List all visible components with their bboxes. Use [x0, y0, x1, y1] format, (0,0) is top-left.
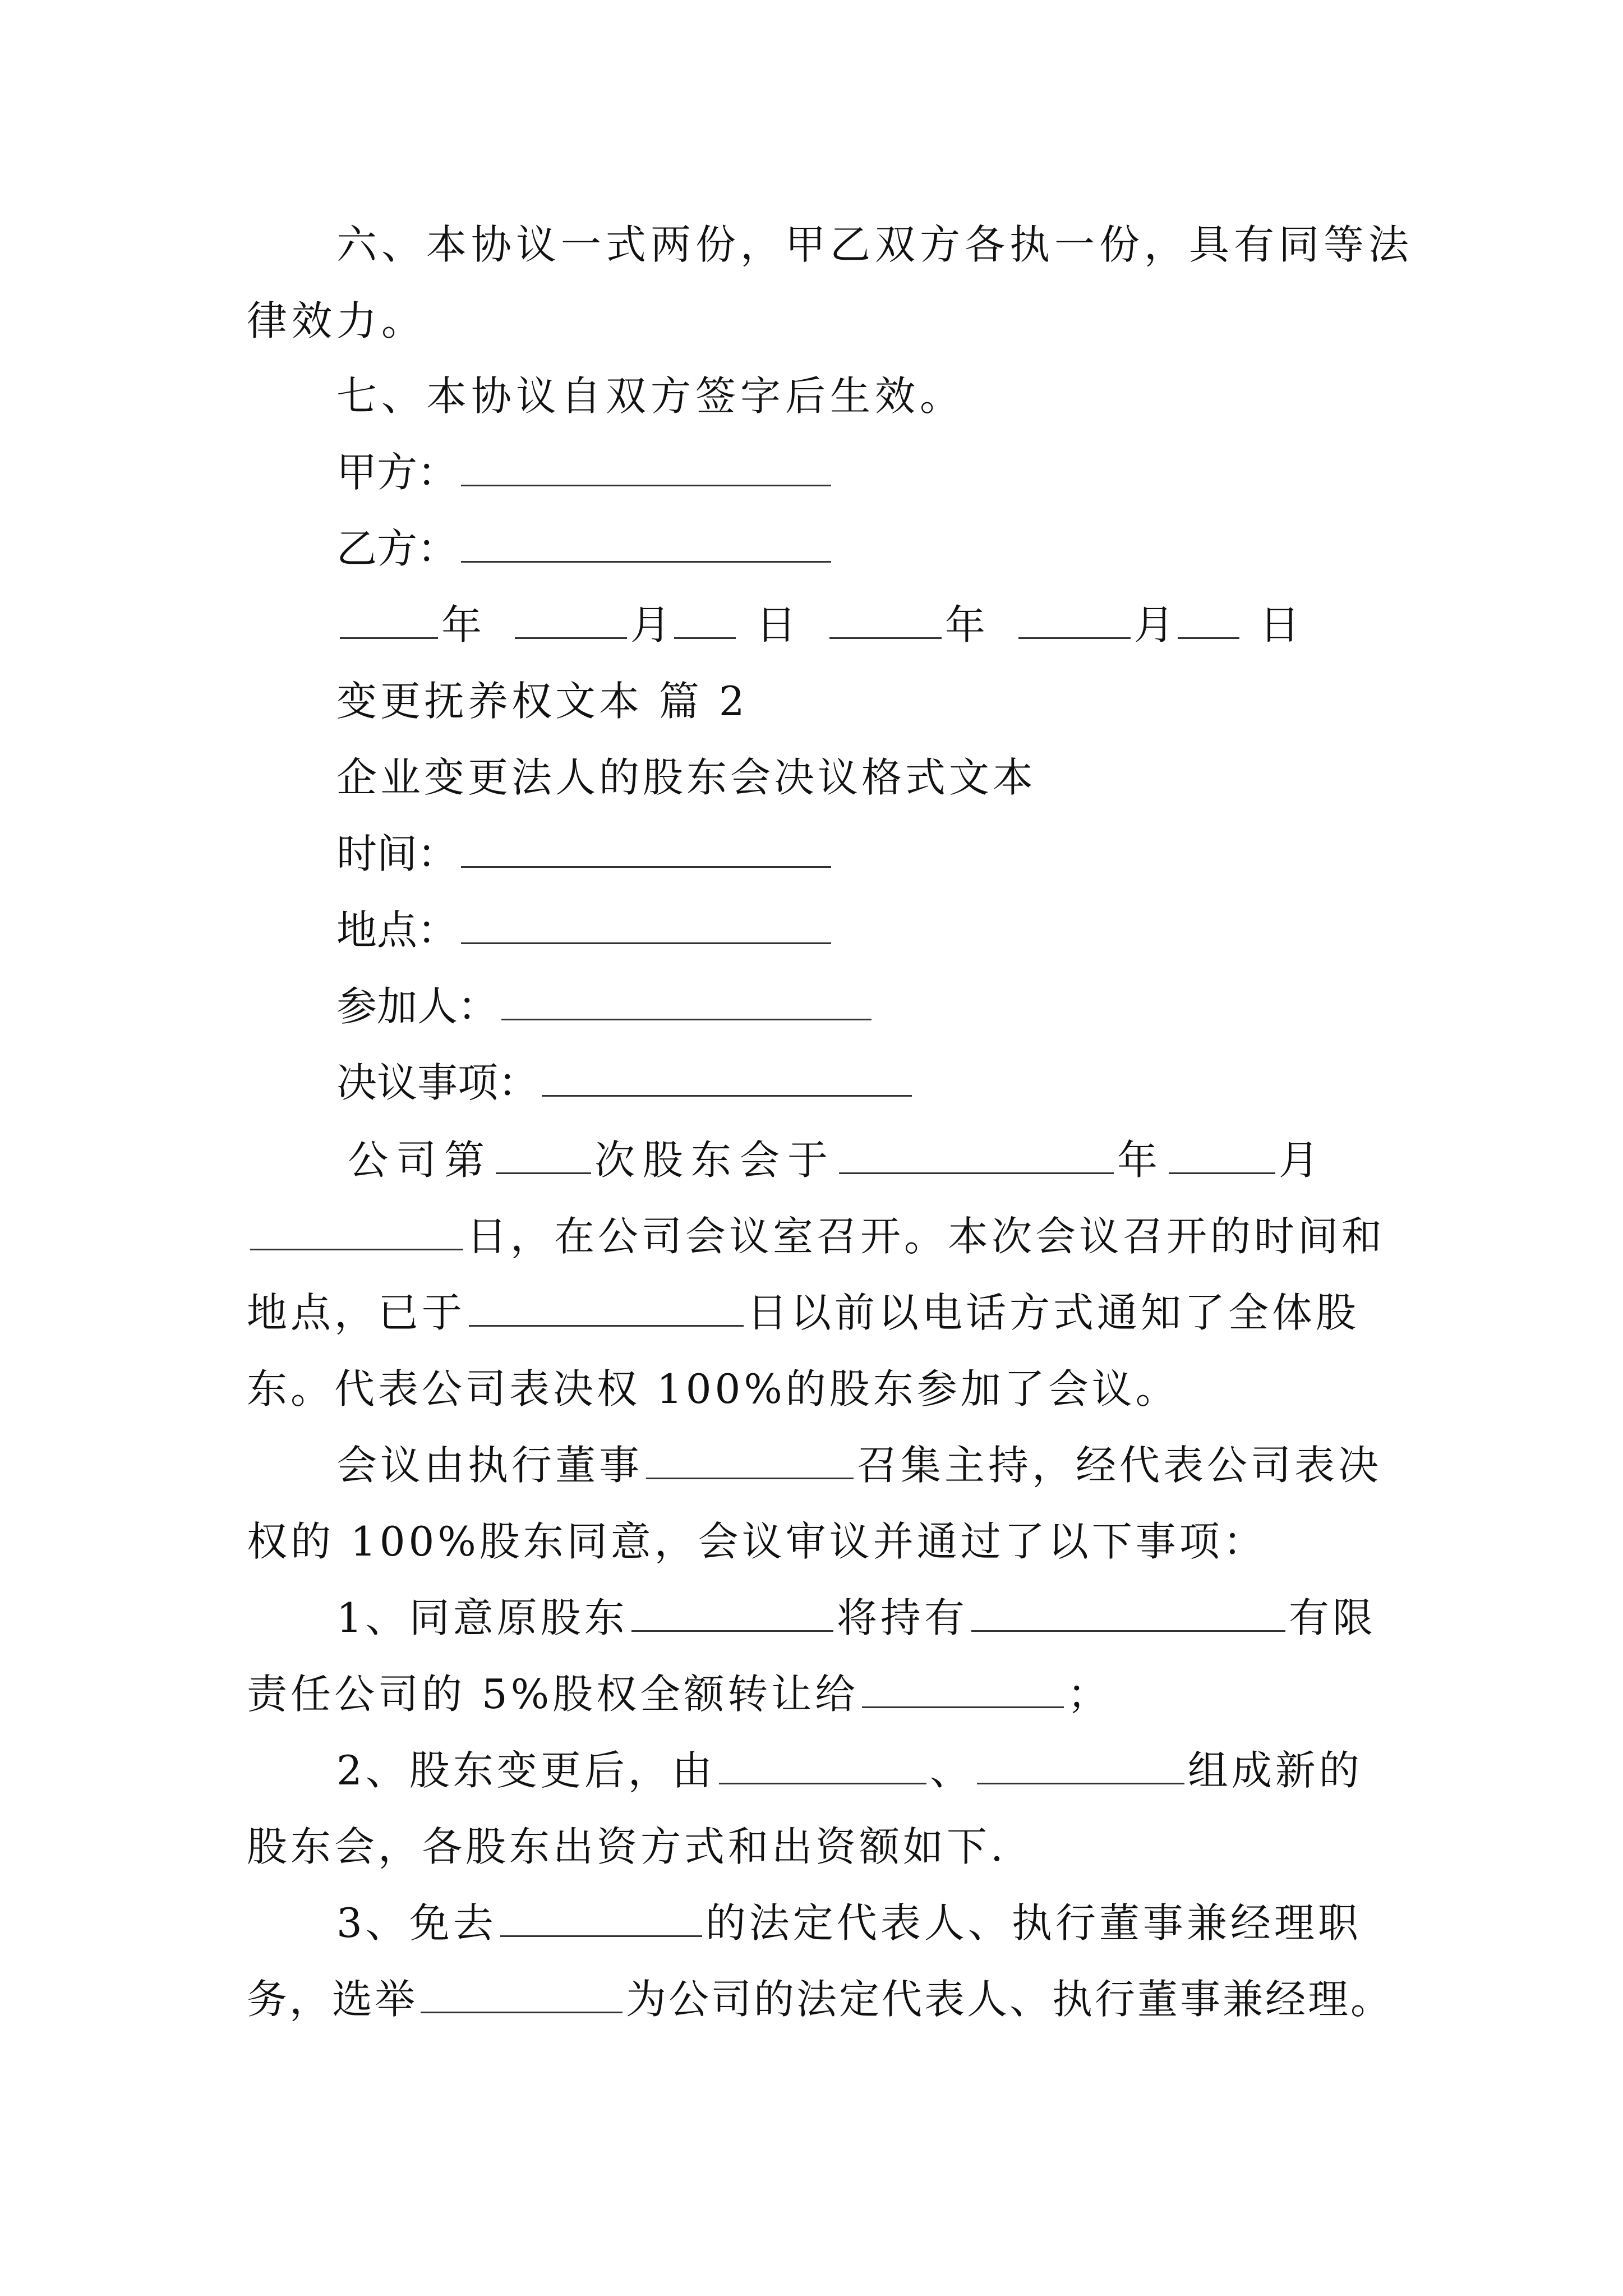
host-line1: [336, 1437, 1382, 1493]
item1-line1: [336, 1590, 1376, 1646]
attendee-row: [336, 978, 875, 1034]
place-row: [336, 902, 834, 958]
document-subtitle: 企业变更法人的股东会决议格式文本: [336, 754, 1037, 801]
meeting-line3: [247, 1285, 1359, 1341]
item1-end: ；: [1067, 1671, 1112, 1718]
meeting-year-label: 年: [1117, 1137, 1166, 1184]
item3-line1: [336, 1895, 1362, 1951]
time-row: [336, 826, 834, 882]
place-label: 地点：: [336, 907, 458, 954]
meeting-line2: [247, 1208, 1385, 1264]
meeting-month-label: 月: [1279, 1137, 1327, 1184]
new-shareholder2-blank: [977, 1746, 1184, 1784]
section-title: 变更抚养权文本 篇 2: [336, 678, 748, 725]
party-a-row: [336, 444, 834, 500]
removed-person-blank: [500, 1898, 702, 1937]
meeting-year-blank: [839, 1135, 1114, 1174]
meeting-line4: 东。代表公司表决权 100%的股东参加了会议。: [247, 1365, 1179, 1412]
party-b-label: 乙方：: [336, 525, 458, 572]
meeting-ordinal-prefix: 公司第: [348, 1137, 493, 1184]
paragraph-six-line2: 律效力。: [247, 297, 427, 344]
party-a-label: 甲方：: [336, 449, 458, 496]
year1-label: 年: [441, 601, 482, 648]
director-name-blank: [646, 1441, 854, 1479]
company-name-blank: [971, 1593, 1285, 1632]
meeting-number-blank: [496, 1135, 591, 1174]
party-b-row: [336, 521, 834, 577]
attendee-blank: [501, 982, 872, 1020]
month1-blank: [515, 600, 627, 639]
matter-blank: [542, 1058, 912, 1097]
item2-suffix: 组成新的: [1187, 1747, 1363, 1794]
meeting-notice-suffix: 日以前以电话方式通知了全体股: [747, 1289, 1360, 1336]
notice-date-blank: [469, 1288, 744, 1327]
new-shareholder1-blank: [719, 1746, 926, 1784]
host-suffix: 召集主持，经代表公司表决: [857, 1442, 1382, 1489]
item2-prefix: 2、股东变更后，由: [336, 1747, 716, 1794]
place-blank: [461, 905, 831, 944]
month2-blank: [1018, 600, 1131, 639]
month1-label: 月: [630, 601, 671, 648]
meeting-notice-prefix: 地点，已于: [247, 1289, 466, 1336]
item3-line2: [247, 1971, 1393, 2027]
transferee-blank: [862, 1669, 1064, 1708]
meeting-day-blank: [250, 1212, 463, 1250]
item1-limited: 有限: [1288, 1594, 1376, 1641]
item1-line2: [247, 1666, 1111, 1722]
day1-label: 日: [755, 601, 796, 648]
item1-transfer-text: 责任公司的 5%股权全额转让给: [247, 1671, 859, 1718]
date-row: [336, 597, 1300, 653]
elected-person-blank: [421, 1975, 623, 2013]
item3-elect-prefix: 务，选举: [247, 1976, 418, 2023]
day2-blank: [1178, 600, 1239, 639]
item1-hold: 将持有: [836, 1594, 968, 1641]
meeting-day-text: 日，在公司会议室召开。本次会议召开的时间和: [467, 1213, 1386, 1260]
item2-line2: 股东会，各股东出资方式和出资额如下.: [247, 1823, 1007, 1870]
item2-line1: [336, 1742, 1363, 1798]
time-label: 时间：: [336, 830, 458, 877]
item3-duties: 的法定代表人、执行董事兼经理职: [705, 1899, 1362, 1947]
paragraph-six-line1: 六、本协议一式两份，甲乙双方各执一份，具有同等法: [336, 221, 1414, 268]
meeting-line1: [348, 1132, 1327, 1188]
day2-label: 日: [1259, 601, 1300, 648]
attendee-label: 参加人：: [336, 983, 499, 1030]
matter-label: 决议事项：: [336, 1059, 539, 1106]
original-shareholder-blank: [631, 1593, 833, 1632]
item1-prefix: 1、同意原股东: [336, 1594, 628, 1641]
party-a-blank: [461, 448, 831, 486]
party-b-blank: [461, 524, 831, 563]
meeting-month-blank: [1169, 1135, 1275, 1174]
matter-row: [336, 1055, 915, 1111]
host-line2: 权的 100%股东同意，会议审议并通过了以下事项：: [247, 1518, 1267, 1565]
month2-label: 月: [1133, 601, 1174, 648]
year1-blank: [340, 600, 438, 639]
paragraph-seven: 七、本协议自双方签字后生效。: [336, 372, 965, 420]
time-blank: [461, 829, 831, 868]
item3-elect-suffix: 为公司的法定代表人、执行董事兼经理。: [626, 1976, 1394, 2023]
year2-label: 年: [944, 601, 985, 648]
host-prefix: 会议由执行董事: [336, 1442, 643, 1489]
year2-blank: [829, 600, 942, 639]
item3-prefix: 3、免去: [336, 1899, 497, 1947]
item2-separator: 、: [929, 1747, 974, 1794]
day1-blank: [674, 600, 736, 639]
meeting-held-on: 次股东会于: [594, 1137, 836, 1184]
